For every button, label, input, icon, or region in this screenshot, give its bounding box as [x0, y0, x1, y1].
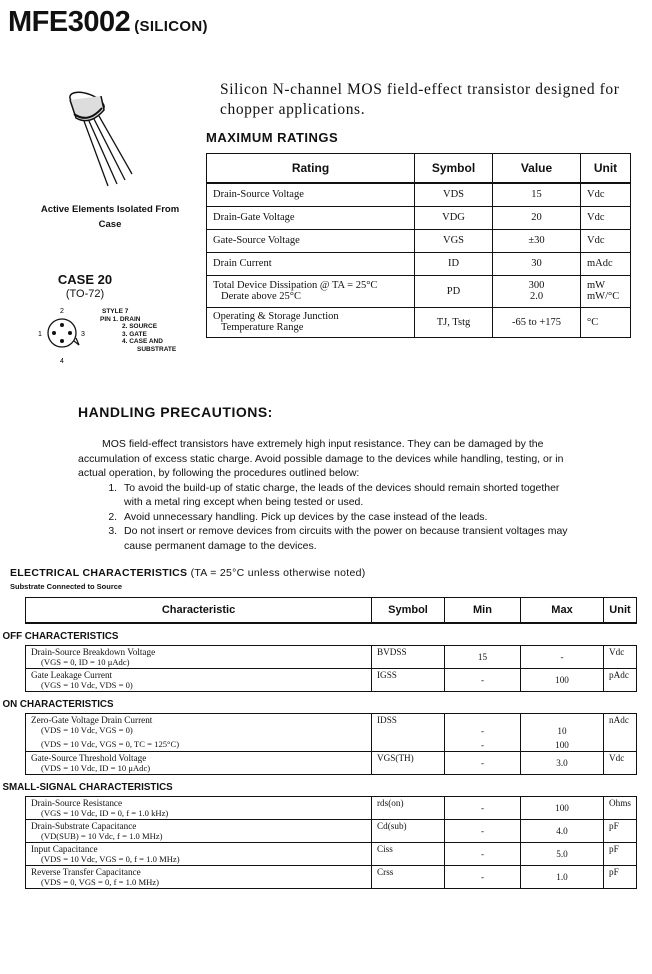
pin-2-label: 2. SOURCE [122, 323, 158, 331]
col-rating: Rating [207, 154, 415, 184]
max-ratings-heading: MAXIMUM RATINGS [206, 130, 339, 145]
table-row [26, 866, 637, 889]
rating-name-2: Temperature Range [221, 322, 304, 333]
section-row [26, 692, 637, 714]
rating-unit-2: mW/°C [587, 291, 620, 302]
char-symbol: IDSS [372, 714, 445, 752]
rating-value: -65 to +175 [493, 307, 581, 337]
char-name: Drain-Source Breakdown Voltage [31, 647, 156, 657]
char-unit: Vdc [604, 646, 637, 669]
pin-style-legend [100, 308, 176, 354]
char-condition: (VDS = 10 Vdc, ID = 10 μAdc) [41, 763, 151, 773]
char-max: 3.0 [521, 752, 604, 775]
char-unit: pF [604, 866, 637, 889]
char-symbol: Cd(sub) [372, 820, 445, 843]
section-off: OFF CHARACTERISTICS [2, 631, 119, 642]
handling-heading: HANDLING PRECAUTIONS: [78, 404, 273, 420]
char-unit: nAdc [604, 714, 637, 752]
char-min: - [445, 866, 521, 889]
table-row [207, 252, 631, 275]
rating-name: Drain-Source Voltage [207, 183, 415, 206]
col-max: Max [521, 598, 604, 624]
rating-value: 15 [493, 183, 581, 206]
table-row [207, 206, 631, 229]
case-outline: (TO-72) [65, 288, 105, 300]
list-item: 2. Avoid unnecessary handling. Pick up devices by the case instead of the leads. [120, 510, 568, 525]
pin-4-label-cont: SUBSTRATE [137, 345, 177, 353]
char-min: - [445, 669, 521, 692]
char-symbol: rds(on) [372, 797, 445, 820]
char-unit: Vdc [604, 752, 637, 775]
list-item: 1. To avoid the build-up of static charge, the leads of the devices should remain shorted together with a metal ring except when being tested or used. [120, 481, 568, 510]
electrical-table [2, 597, 637, 889]
pin-number-1: 1 [38, 331, 42, 338]
style-title: STYLE 7 [102, 308, 129, 315]
char-max: 10 [557, 726, 567, 736]
table-row [207, 183, 631, 206]
handling-list [78, 481, 568, 554]
char-symbol: Ciss [372, 843, 445, 866]
table-row [207, 229, 631, 252]
pin-1-label: PIN 1. DRAIN [100, 315, 141, 323]
rating-unit: mAdc [581, 252, 631, 275]
section-row [26, 775, 637, 797]
table-row [207, 307, 631, 337]
pin-number-3: 3 [81, 331, 85, 338]
char-name: Gate Leakage Current [31, 670, 113, 680]
char-condition: (VGS = 0, ID = 10 μAdc) [41, 657, 130, 667]
rating-symbol: ID [415, 252, 493, 275]
col-symbol: Symbol [415, 154, 493, 184]
rating-name: Total Device Dissipation @ TA = 25°C [213, 280, 378, 291]
char-symbol: Crss [372, 866, 445, 889]
char-unit: pAdc [604, 669, 637, 692]
isolation-note: Active Elements Isolated From Case [40, 204, 180, 230]
pin-4-label: 4. CASE AND [122, 338, 163, 346]
transistor-package-illustration [60, 88, 140, 198]
rating-name: Drain Current [207, 252, 415, 275]
char-min: - [480, 726, 485, 736]
rating-unit: Vdc [581, 206, 631, 229]
table-header-row [26, 598, 637, 624]
table-row [207, 275, 631, 307]
handling-section [78, 437, 568, 553]
pin-number-2: 2 [60, 308, 64, 315]
char-max: 100 [521, 797, 604, 820]
rating-symbol: PD [415, 275, 493, 307]
max-ratings-table [206, 153, 631, 338]
rating-name: Gate-Source Voltage [207, 229, 415, 252]
table-header-row [207, 154, 631, 184]
pin-3-label: 3. GATE [122, 330, 147, 338]
char-min: - [445, 820, 521, 843]
handling-paragraph: MOS field-effect transistors have extremely high input resistance. They can be damaged by the accumulation of excess static charge. Avoid possible damage to the devices while handling, testing, or in actual operation, by following the procedures outlined below: [78, 438, 564, 479]
char-name: Drain-Source Resistance [31, 798, 123, 808]
rating-name: Operating & Storage Junction [213, 311, 339, 322]
rating-unit: °C [581, 307, 631, 337]
char-max: 4.0 [521, 820, 604, 843]
rating-name-2: Derate above 25°C [221, 291, 302, 302]
material-label: (SILICON) [134, 18, 208, 35]
char-symbol: VGS(TH) [372, 752, 445, 775]
char-min: - [445, 797, 521, 820]
electrical-heading [10, 567, 366, 579]
col-unit: Unit [604, 598, 637, 624]
char-symbol: BVDSS [372, 646, 445, 669]
char-max: 1.0 [521, 866, 604, 889]
char-max: 100 [521, 669, 604, 692]
table-row [26, 797, 637, 820]
col-unit: Unit [581, 154, 631, 184]
intro-text: Silicon N-channel MOS field-effect transistor designed for chopper applications. [220, 81, 620, 118]
char-condition: (VDS = 10 Vdc, VGS = 0, f = 1.0 MHz) [41, 854, 180, 864]
rating-unit: mW [587, 280, 606, 291]
substrate-note: Substrate Connected to Source [10, 582, 123, 591]
rating-value: 20 [493, 206, 581, 229]
rating-symbol: VDG [415, 206, 493, 229]
char-min: 15 [445, 646, 521, 669]
col-symbol: Symbol [372, 598, 445, 624]
char-condition-2: (VDS = 10 Vdc, VGS = 0, TC = 125°C) [41, 739, 180, 749]
char-condition: (VDS = 0, VGS = 0, f = 1.0 MHz) [41, 877, 159, 887]
part-number: MFE3002 [8, 6, 131, 38]
char-name: Zero-Gate Voltage Drain Current [31, 715, 153, 725]
char-name: Reverse Transfer Capacitance [31, 867, 141, 877]
rating-value: 300 [528, 280, 545, 291]
electrical-note: (TA = 25°C unless otherwise noted) [190, 567, 366, 579]
char-unit: pF [604, 843, 637, 866]
rating-value: 30 [493, 252, 581, 275]
col-value: Value [493, 154, 581, 184]
list-item: 3. Do not insert or remove devices from circuits with the power on because transient voltages may cause permanent damage to the devices. [120, 524, 568, 553]
table-row [26, 669, 637, 692]
char-min-2: - [480, 740, 485, 750]
electrical-title: ELECTRICAL CHARACTERISTICS [10, 567, 188, 579]
char-name: Drain-Substrate Capacitance [31, 821, 137, 831]
char-condition: (VGS = 10 Vdc, ID = 0, f = 1.0 kHz) [41, 808, 169, 818]
rating-symbol: TJ, Tstg [415, 307, 493, 337]
table-row [26, 843, 637, 866]
rating-value-2: 2.0 [529, 291, 544, 302]
char-unit: Ohms [604, 797, 637, 820]
case-number: CASE 20 [57, 272, 113, 287]
char-name: Gate-Source Threshold Voltage [31, 753, 147, 763]
document-title [8, 6, 208, 39]
char-min: - [445, 752, 521, 775]
char-unit: pF [604, 820, 637, 843]
col-characteristic: Characteristic [26, 598, 372, 624]
rating-symbol: VGS [415, 229, 493, 252]
pinout-diagram [30, 305, 100, 367]
table-row [26, 646, 637, 669]
col-min: Min [445, 598, 521, 624]
char-max: 5.0 [521, 843, 604, 866]
rating-name: Drain-Gate Voltage [207, 206, 415, 229]
char-condition: (VDS = 10 Vdc, VGS = 0) [41, 725, 133, 735]
case-label [40, 272, 130, 302]
section-small-signal: SMALL-SIGNAL CHARACTERISTICS [2, 782, 173, 793]
char-condition: (VD(SUB) = 10 Vdc, f = 1.0 MHz) [41, 831, 163, 841]
rating-symbol: VDS [415, 183, 493, 206]
char-condition: (VGS = 10 Vdc, VDS = 0) [41, 680, 133, 690]
rating-unit: Vdc [581, 183, 631, 206]
rating-unit: Vdc [581, 229, 631, 252]
table-row [26, 714, 637, 752]
section-on: ON CHARACTERISTICS [2, 699, 114, 710]
char-min: - [445, 843, 521, 866]
pin-number-4: 4 [60, 358, 64, 365]
char-max: - [521, 646, 604, 669]
char-name: Input Capacitance [31, 844, 98, 854]
section-row [26, 623, 637, 646]
char-max-2: 100 [555, 740, 569, 750]
table-row [26, 820, 637, 843]
char-symbol: IGSS [372, 669, 445, 692]
table-row [26, 752, 637, 775]
rating-value: ±30 [493, 229, 581, 252]
